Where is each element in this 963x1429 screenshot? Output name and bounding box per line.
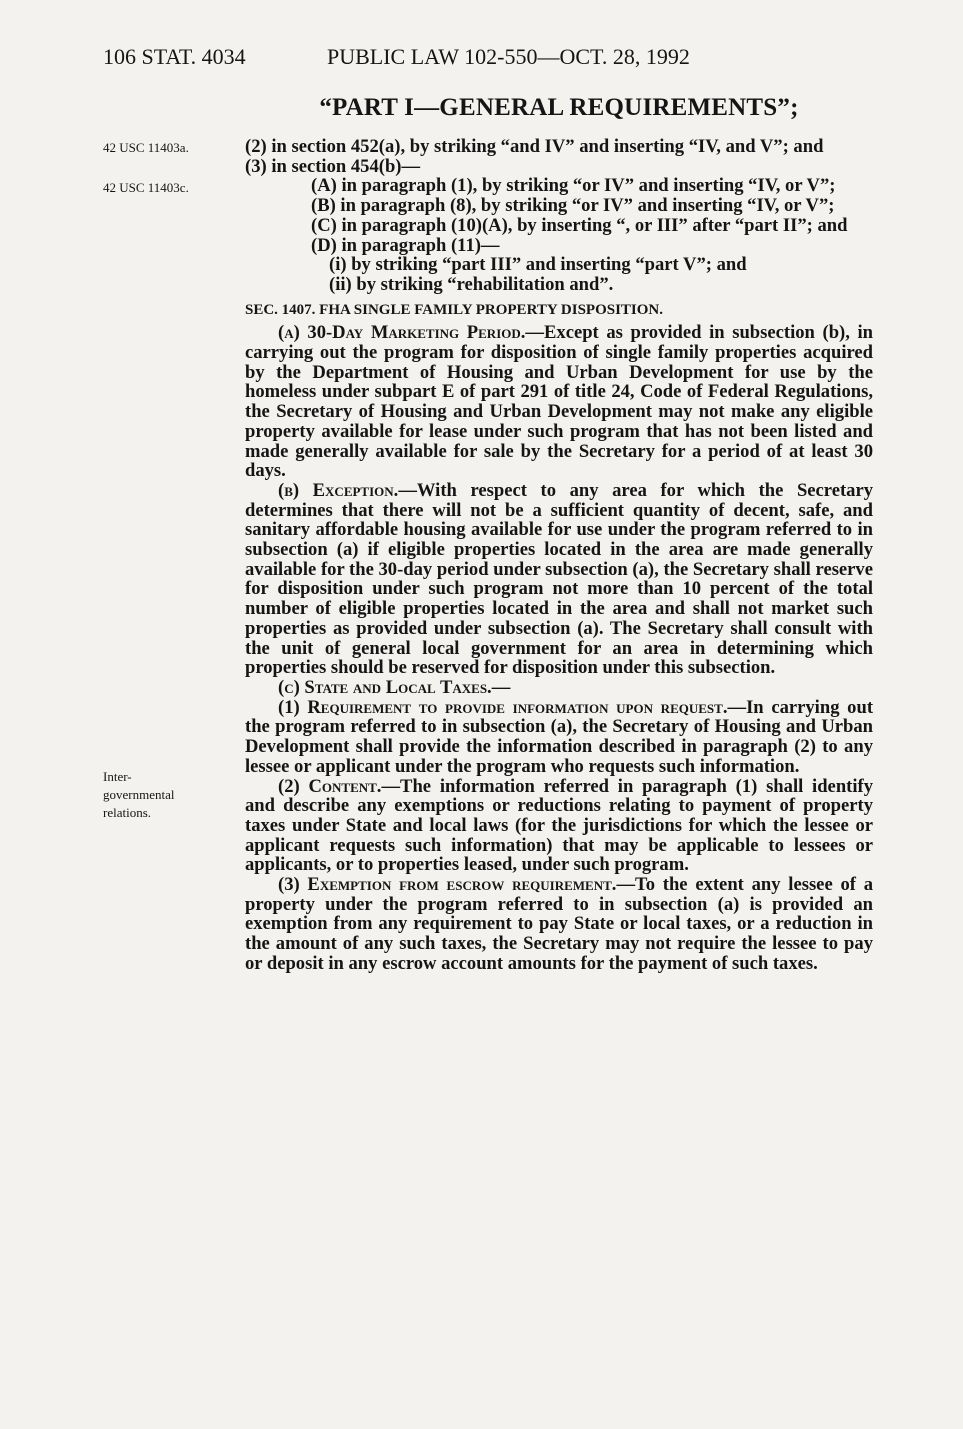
paragraph-c1-text: —In carrying out the program referred to in subsection (a), the Secretary of Housing and Urban Development shall provide the information described in paragraph (2) to any lessee or applicant under the program who requests such information. <box>245 696 874 777</box>
amendment-item-3d-i: (i) by striking “part III” and inserting “part V”; and <box>329 254 747 276</box>
amendment-item-3b: (B) in paragraph (8), by striking “or IV” and inserting “IV, or V”; <box>311 195 835 217</box>
paragraph-c2 <box>245 777 873 876</box>
subsection-a-heading: (a) 30-Day Marketing Period. <box>278 322 526 344</box>
part-title: “PART I—GENERAL REQUIREMENTS”; <box>319 94 799 121</box>
amendment-item-3a: (A) in paragraph (1), by striking “or IV” and inserting “IV, or V”; <box>311 175 836 197</box>
paragraph-c3-heading: (3) Exemption from escrow requirement. <box>278 874 617 896</box>
subsection-b-heading: (b) Exception. <box>278 479 399 501</box>
paragraph-c2-text: —The information referred in paragraph (1) shall identify and describe any exemptions or reductions relating to payment of property taxes under State and local laws (for the jurisdictions for which the lessee or applicant requests such information) that may be applicable to lessees or applicants, or to properties leased, under such program. <box>245 775 874 876</box>
subsection-b <box>245 481 873 678</box>
paragraph-c3-text: —To the extent any lessee of a property under the program referred to in subsection (a) is provided an exemption from any requirement to pay State or local taxes, or a reduction in the amount of any such taxes, the Secretary may not require the lessee to pay or deposit in any escrow account amounts for the payment of such taxes. <box>245 874 873 974</box>
paragraph-c1 <box>245 698 873 777</box>
section-heading: SEC. 1407. FHA SINGLE FAMILY PROPERTY DISPOSITION. <box>245 301 664 318</box>
margin-note-intergovernmental: Inter- governmental relations. <box>103 769 175 820</box>
public-law-header: PUBLIC LAW 102-550—OCT. 28, 1992 <box>327 44 690 69</box>
subsection-a-text: —Except as provided in subsection (b), in carrying out the program for disposition of single family properties acquired by the Department of Housing and Urban Development for use by the homeless under subpart E of part 291 of title 24, Code of Federal Regulations, the Secretary of Housing and Urban Development may not make any eligible property available for lease under such program that has not been listed and made generally available for sale by the Secretary for a period of at least 30 days. <box>245 322 873 482</box>
margin-note-usc-11403a: 42 USC 11403a. <box>103 140 189 155</box>
subsection-b-text: —With respect to any area for which the Secretary determines that there will not be a sufficient quantity of decent, safe, and sanitary affordable housing available for use under the program referred to in subsection (a) if eligible properties located in the area are made generally available for the 30-day period under subsection (a), the Secretary shall reserve for disposition under such program not more than 10 percent of the total number of eligible properties located in the area and shall not market such properties as provided under subsection (a). The Secretary shall consult with the unit of general local government for an area in determining which properties should be reserved for disposition under this subsection. <box>245 479 873 679</box>
subsection-c-heading: (c) State and Local Taxes. <box>278 676 492 698</box>
amendment-item-3d-ii: (ii) by striking “rehabilitation and”. <box>329 273 614 295</box>
subsection-c: (c) State and Local Taxes.— <box>278 676 511 698</box>
body-text <box>245 137 873 974</box>
amendment-item-3: (3) in section 454(b)— <box>245 155 421 177</box>
paragraph-c2-heading: (2) Content. <box>278 775 382 797</box>
paragraph-c3 <box>245 875 873 974</box>
amendment-item-3c: (C) in paragraph (10)(A), by inserting “, or III” after “part II”; and <box>311 214 848 236</box>
margin-note-usc-11403c: 42 USC 11403c. <box>103 180 189 195</box>
page-stat-citation: 106 STAT. 4034 <box>103 44 246 69</box>
paragraph-c1-heading: (1) Requirement to provide information upon request. <box>278 696 728 718</box>
subsection-a <box>245 323 873 481</box>
amendment-item-3d: (D) in paragraph (11)— <box>311 234 500 256</box>
amendment-item-2: (2) in section 452(a), by striking “and IV” and inserting “IV, and V”; and <box>245 136 824 157</box>
